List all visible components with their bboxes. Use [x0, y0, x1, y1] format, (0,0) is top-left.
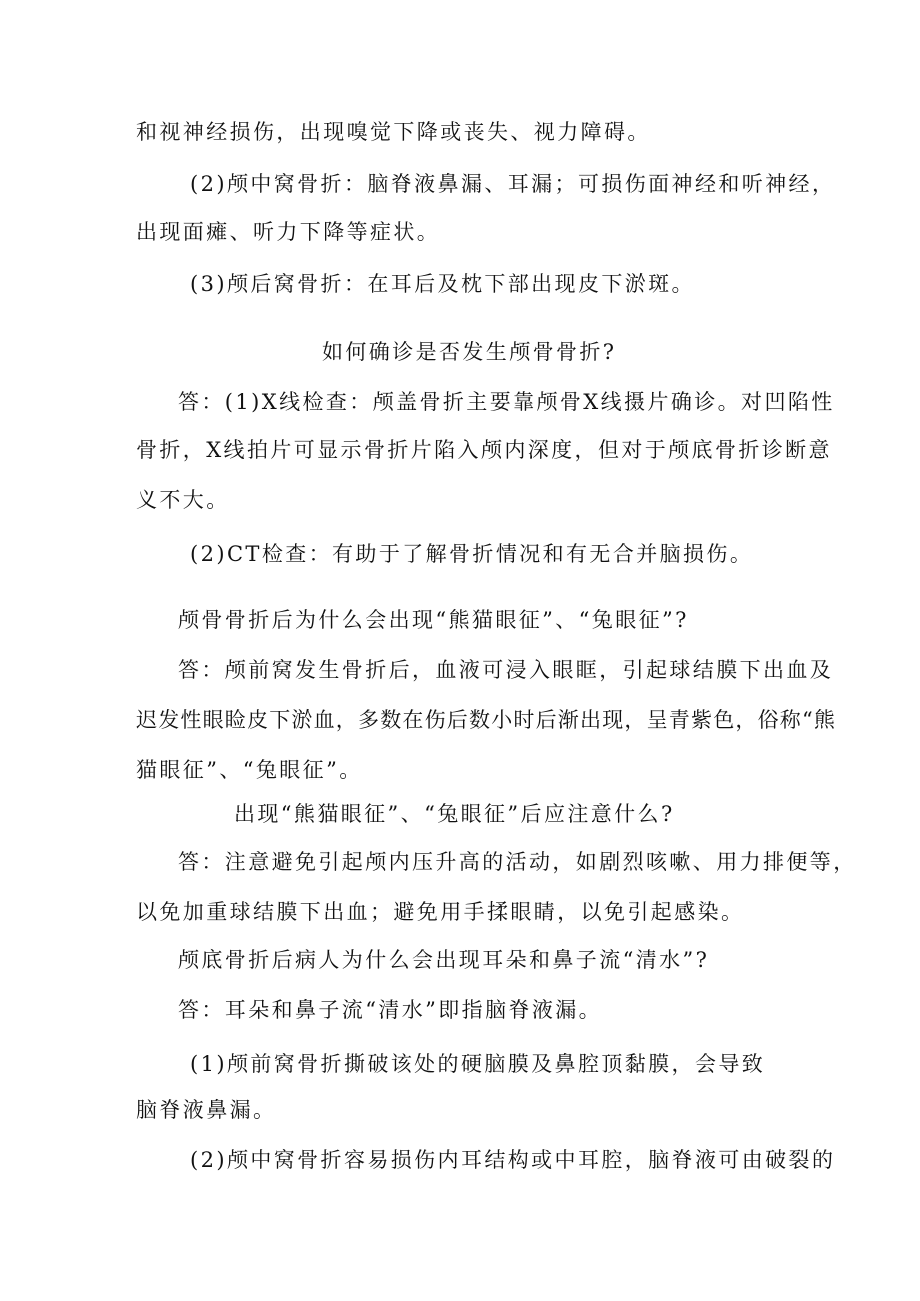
- question-heading: 颅底骨折后病人为什么会出现耳朵和鼻子流“清水”?: [178, 948, 710, 972]
- paragraph-line: (3)颅后窝骨折：在耳后及枕下部出现皮下淤斑。: [190, 272, 695, 296]
- paragraph-line: 出现面瘫、听力下降等症状。: [136, 220, 441, 244]
- paragraph-line: 迟发性眼睑皮下淤血，多数在伤后数小时后渐出现，呈青紫色，俗称“熊: [136, 708, 837, 732]
- answer-line: 答：注意避免引起颅内压升高的活动，如剧烈咳嗽、用力排便等，: [178, 850, 857, 874]
- answer-line: 答：颅前窝发生骨折后，血液可浸入眼眶，引起球结膜下出血及: [178, 658, 834, 682]
- question-heading: 如何确诊是否发生颅骨骨折?: [322, 340, 617, 364]
- paragraph-line: (2)颅中窝骨折：脑脊液鼻漏、耳漏；可损伤面神经和听神经，: [190, 172, 836, 196]
- question-heading: 出现“熊猫眼征”、“兔眼征”后应注意什么?: [234, 802, 675, 826]
- paragraph-line: 以免加重球结膜下出血；避免用手揉眼睛，以免引起感染。: [136, 900, 745, 924]
- paragraph-line: 猫眼征”、“兔眼征”。: [136, 758, 363, 782]
- paragraph-line: (2)颅中窝骨折容易损伤内耳结构或中耳腔，脑脊液可由破裂的: [190, 1148, 836, 1172]
- paragraph-line: 脑脊液鼻漏。: [136, 1098, 277, 1122]
- question-heading: 颅骨骨折后为什么会出现“熊猫眼征”、“兔眼征”?: [178, 608, 689, 632]
- paragraph-line: 骨折，X线拍片可显示骨折片陷入颅内深度，但对于颅底骨折诊断意: [136, 438, 832, 462]
- answer-line: 答：(1)X线检查：颅盖骨折主要靠颅骨X线摄片确诊。对凹陷性: [178, 390, 835, 414]
- paragraph-line: (1)颅前窝骨折撕破该处的硬脑膜及鼻腔顶黏膜，会导致: [190, 1052, 766, 1076]
- paragraph-line: 和视神经损伤，出现嗅觉下降或丧失、视力障碍。: [136, 120, 651, 144]
- answer-line: 答：耳朵和鼻子流“清水”即指脑脊液漏。: [178, 998, 603, 1022]
- paragraph-line: (2)CT检查：有助于了解骨折情况和有无合并脑损伤。: [190, 542, 754, 566]
- paragraph-line: 义不大。: [136, 488, 230, 512]
